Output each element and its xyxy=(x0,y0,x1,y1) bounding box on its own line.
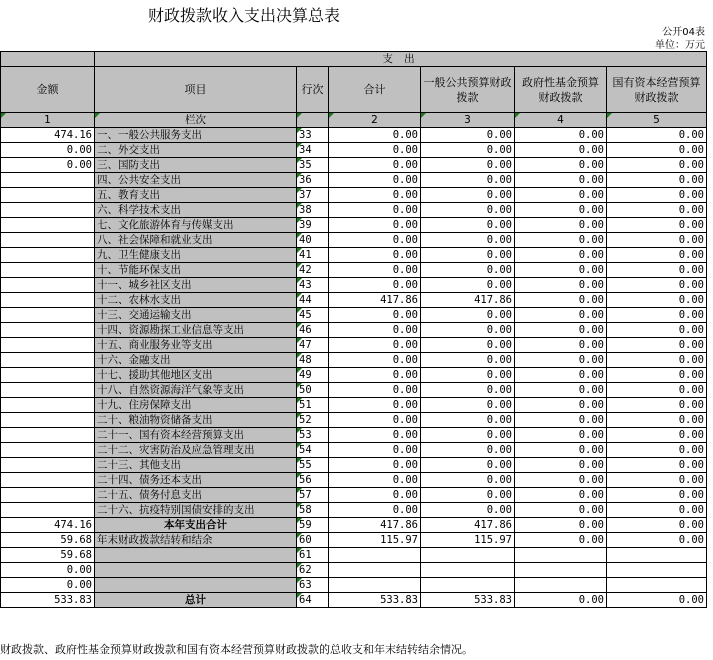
general-budget-cell[interactable] xyxy=(421,578,515,593)
line-no-cell[interactable]: 40 xyxy=(297,233,329,248)
amount-cell[interactable] xyxy=(1,203,95,218)
header-general-budget[interactable]: 一般公共预算财政拨款 xyxy=(421,67,515,113)
item-cell[interactable] xyxy=(95,563,297,578)
item-cell[interactable]: 十六、金融支出 xyxy=(95,353,297,368)
table-row xyxy=(1,488,707,503)
total-cell[interactable]: 0.00 xyxy=(329,128,421,143)
gov-fund-cell[interactable]: 0.00 xyxy=(515,518,607,533)
amount-cell[interactable] xyxy=(1,233,95,248)
gov-fund-cell[interactable]: 0.00 xyxy=(515,143,607,158)
table-row xyxy=(1,293,707,308)
amount-cell[interactable] xyxy=(1,338,95,353)
gov-fund-cell[interactable]: 0.00 xyxy=(515,158,607,173)
state-capital-cell[interactable]: 0.00 xyxy=(607,188,707,203)
gov-fund-cell[interactable]: 0.00 xyxy=(515,188,607,203)
state-capital-cell[interactable]: 0.00 xyxy=(607,143,707,158)
general-budget-cell[interactable]: 0.00 xyxy=(421,323,515,338)
total-cell[interactable]: 115.97 xyxy=(329,533,421,548)
line-no-cell[interactable]: 64 xyxy=(297,593,329,608)
state-capital-cell[interactable]: 0.00 xyxy=(607,458,707,473)
gov-fund-cell[interactable]: 0.00 xyxy=(515,203,607,218)
table-row xyxy=(1,398,707,413)
table-row xyxy=(1,173,707,188)
line-no-cell[interactable]: 42 xyxy=(297,263,329,278)
gov-fund-cell[interactable]: 0.00 xyxy=(515,413,607,428)
item-cell[interactable] xyxy=(95,578,297,593)
footnote: 财政拨款、政府性基金预算财政拨款和国有资本经营预算财政拨款的总收支和年末结转结余情况。 xyxy=(0,643,473,656)
table-row xyxy=(1,218,707,233)
item-cell[interactable]: 二十五、债务付息支出 xyxy=(95,488,297,503)
amount-cell[interactable] xyxy=(1,218,95,233)
item-cell[interactable]: 八、社会保障和就业支出 xyxy=(95,233,297,248)
col-index-capital[interactable]: 5 xyxy=(607,113,707,128)
table-row xyxy=(1,158,707,173)
table-row xyxy=(1,353,707,368)
general-budget-cell[interactable]: 0.00 xyxy=(421,158,515,173)
gov-fund-cell[interactable] xyxy=(515,563,607,578)
gov-fund-cell[interactable]: 0.00 xyxy=(515,278,607,293)
state-capital-cell[interactable] xyxy=(607,578,707,593)
table-row xyxy=(1,458,707,473)
table-row xyxy=(1,428,707,443)
table-row xyxy=(1,368,707,383)
total-cell[interactable]: 0.00 xyxy=(329,353,421,368)
gov-fund-cell[interactable] xyxy=(515,578,607,593)
amount-cell[interactable]: 59.68 xyxy=(1,548,95,563)
state-capital-cell[interactable]: 0.00 xyxy=(607,278,707,293)
general-budget-cell[interactable]: 0.00 xyxy=(421,353,515,368)
general-budget-cell[interactable]: 417.86 xyxy=(421,293,515,308)
amount-cell[interactable] xyxy=(1,293,95,308)
line-no-cell[interactable]: 63 xyxy=(297,578,329,593)
line-no-cell[interactable]: 33 xyxy=(297,128,329,143)
item-cell[interactable]: 总计 xyxy=(95,593,297,608)
amount-cell[interactable] xyxy=(1,188,95,203)
amount-cell[interactable] xyxy=(1,488,95,503)
total-cell[interactable]: 0.00 xyxy=(329,443,421,458)
item-cell[interactable]: 十七、援助其他地区支出 xyxy=(95,368,297,383)
item-cell[interactable]: 一、一般公共服务支出 xyxy=(95,128,297,143)
total-cell[interactable]: 0.00 xyxy=(329,368,421,383)
col-index-item[interactable]: 栏次 xyxy=(95,113,297,128)
line-no-cell[interactable]: 48 xyxy=(297,353,329,368)
total-cell[interactable]: 0.00 xyxy=(329,308,421,323)
total-cell[interactable]: 0.00 xyxy=(329,503,421,518)
general-budget-cell[interactable]: 0.00 xyxy=(421,233,515,248)
table-row xyxy=(1,518,707,533)
header-group-expenditure[interactable]: 支 出 xyxy=(95,52,707,67)
general-budget-cell[interactable]: 0.00 xyxy=(421,368,515,383)
header-total[interactable]: 合计 xyxy=(329,67,421,113)
header-item[interactable]: 项目 xyxy=(95,67,297,113)
item-cell[interactable]: 二十六、抗疫特别国债安排的支出 xyxy=(95,503,297,518)
item-cell[interactable]: 十一、城乡社区支出 xyxy=(95,278,297,293)
amount-cell[interactable]: 474.16 xyxy=(1,128,95,143)
line-no-cell[interactable]: 62 xyxy=(297,563,329,578)
item-cell[interactable]: 四、公共安全支出 xyxy=(95,173,297,188)
state-capital-cell[interactable]: 0.00 xyxy=(607,368,707,383)
state-capital-cell[interactable]: 0.00 xyxy=(607,443,707,458)
line-no-cell[interactable]: 46 xyxy=(297,323,329,338)
total-cell[interactable]: 0.00 xyxy=(329,398,421,413)
line-no-cell[interactable]: 60 xyxy=(297,533,329,548)
general-budget-cell[interactable]: 115.97 xyxy=(421,533,515,548)
amount-cell[interactable] xyxy=(1,353,95,368)
amount-cell[interactable]: 0.00 xyxy=(1,158,95,173)
amount-cell[interactable] xyxy=(1,443,95,458)
table-row xyxy=(1,383,707,398)
col-index-total[interactable]: 2 xyxy=(329,113,421,128)
amount-cell[interactable] xyxy=(1,308,95,323)
state-capital-cell[interactable]: 0.00 xyxy=(607,503,707,518)
line-no-cell[interactable]: 52 xyxy=(297,413,329,428)
state-capital-cell[interactable]: 0.00 xyxy=(607,353,707,368)
total-cell[interactable]: 0.00 xyxy=(329,218,421,233)
state-capital-cell[interactable]: 0.00 xyxy=(607,203,707,218)
state-capital-cell[interactable]: 0.00 xyxy=(607,233,707,248)
item-cell[interactable]: 十、节能环保支出 xyxy=(95,263,297,278)
state-capital-cell[interactable]: 0.00 xyxy=(607,128,707,143)
gov-fund-cell[interactable] xyxy=(515,548,607,563)
general-budget-cell[interactable]: 0.00 xyxy=(421,473,515,488)
line-no-cell[interactable]: 50 xyxy=(297,383,329,398)
line-no-cell[interactable]: 39 xyxy=(297,218,329,233)
amount-cell[interactable] xyxy=(1,278,95,293)
state-capital-cell[interactable]: 0.00 xyxy=(607,158,707,173)
line-no-cell[interactable]: 61 xyxy=(297,548,329,563)
total-cell[interactable]: 0.00 xyxy=(329,203,421,218)
state-capital-cell[interactable]: 0.00 xyxy=(607,428,707,443)
amount-cell[interactable] xyxy=(1,428,95,443)
line-no-cell[interactable]: 34 xyxy=(297,143,329,158)
gov-fund-cell[interactable]: 0.00 xyxy=(515,458,607,473)
amount-cell[interactable]: 0.00 xyxy=(1,578,95,593)
line-no-cell[interactable]: 41 xyxy=(297,248,329,263)
table-row xyxy=(1,473,707,488)
general-budget-cell[interactable]: 0.00 xyxy=(421,248,515,263)
general-budget-cell[interactable]: 417.86 xyxy=(421,518,515,533)
amount-cell[interactable] xyxy=(1,473,95,488)
line-no-cell[interactable]: 45 xyxy=(297,308,329,323)
item-cell[interactable]: 六、科学技术支出 xyxy=(95,203,297,218)
state-capital-cell[interactable]: 0.00 xyxy=(607,323,707,338)
amount-cell[interactable] xyxy=(1,413,95,428)
amount-cell[interactable] xyxy=(1,458,95,473)
table-row xyxy=(1,203,707,218)
line-no-cell[interactable]: 47 xyxy=(297,338,329,353)
general-budget-cell[interactable]: 0.00 xyxy=(421,443,515,458)
line-no-cell[interactable]: 49 xyxy=(297,368,329,383)
gov-fund-cell[interactable]: 0.00 xyxy=(515,473,607,488)
item-cell[interactable]: 十四、资源勘探工业信息等支出 xyxy=(95,323,297,338)
state-capital-cell[interactable]: 0.00 xyxy=(607,383,707,398)
gov-fund-cell[interactable]: 0.00 xyxy=(515,248,607,263)
item-cell[interactable]: 三、国防支出 xyxy=(95,158,297,173)
header-line-no[interactable]: 行次 xyxy=(297,67,329,113)
table-row xyxy=(1,233,707,248)
line-no-cell[interactable]: 57 xyxy=(297,488,329,503)
total-cell[interactable]: 0.00 xyxy=(329,233,421,248)
state-capital-cell[interactable]: 0.00 xyxy=(607,173,707,188)
state-capital-cell[interactable]: 0.00 xyxy=(607,263,707,278)
line-no-cell[interactable]: 37 xyxy=(297,188,329,203)
line-no-cell[interactable]: 36 xyxy=(297,173,329,188)
state-capital-cell[interactable]: 0.00 xyxy=(607,398,707,413)
amount-cell[interactable]: 0.00 xyxy=(1,143,95,158)
table-row xyxy=(1,533,707,548)
amount-cell[interactable] xyxy=(1,398,95,413)
header-amount[interactable]: 金额 xyxy=(1,67,95,113)
table-row xyxy=(1,308,707,323)
item-cell[interactable]: 十八、自然资源海洋气象等支出 xyxy=(95,383,297,398)
total-cell[interactable]: 0.00 xyxy=(329,173,421,188)
col-index-amount[interactable]: 1 xyxy=(1,113,95,128)
general-budget-cell[interactable]: 0.00 xyxy=(421,143,515,158)
spreadsheet-table xyxy=(0,51,707,608)
item-cell[interactable]: 二十四、债务还本支出 xyxy=(95,473,297,488)
report-title: 财政拨款收入支出决算总表 xyxy=(148,6,341,25)
item-cell[interactable] xyxy=(95,548,297,563)
gov-fund-cell[interactable]: 0.00 xyxy=(515,368,607,383)
amount-cell[interactable] xyxy=(1,173,95,188)
table-row xyxy=(1,263,707,278)
amount-cell[interactable] xyxy=(1,248,95,263)
total-cell[interactable]: 0.00 xyxy=(329,458,421,473)
line-no-cell[interactable]: 35 xyxy=(297,158,329,173)
item-cell[interactable]: 二、外交支出 xyxy=(95,143,297,158)
state-capital-cell[interactable]: 0.00 xyxy=(607,473,707,488)
gov-fund-cell[interactable]: 0.00 xyxy=(515,173,607,188)
general-budget-cell[interactable]: 0.00 xyxy=(421,428,515,443)
general-budget-cell[interactable]: 0.00 xyxy=(421,278,515,293)
amount-cell[interactable]: 474.16 xyxy=(1,518,95,533)
line-no-cell[interactable]: 53 xyxy=(297,428,329,443)
total-cell[interactable] xyxy=(329,578,421,593)
item-cell[interactable]: 九、卫生健康支出 xyxy=(95,248,297,263)
gov-fund-cell[interactable]: 0.00 xyxy=(515,488,607,503)
gov-fund-cell[interactable]: 0.00 xyxy=(515,128,607,143)
line-no-cell[interactable]: 58 xyxy=(297,503,329,518)
gov-fund-cell[interactable]: 0.00 xyxy=(515,398,607,413)
item-cell[interactable]: 年末财政拨款结转和结余 xyxy=(95,533,297,548)
amount-cell[interactable] xyxy=(1,383,95,398)
total-cell[interactable]: 0.00 xyxy=(329,143,421,158)
table-row xyxy=(1,338,707,353)
state-capital-cell[interactable]: 0.00 xyxy=(607,413,707,428)
gov-fund-cell[interactable]: 0.00 xyxy=(515,428,607,443)
gov-fund-cell[interactable]: 0.00 xyxy=(515,338,607,353)
general-budget-cell[interactable]: 0.00 xyxy=(421,458,515,473)
total-cell[interactable]: 0.00 xyxy=(329,413,421,428)
general-budget-cell[interactable]: 0.00 xyxy=(421,413,515,428)
gov-fund-cell[interactable]: 0.00 xyxy=(515,218,607,233)
line-no-cell[interactable]: 51 xyxy=(297,398,329,413)
total-cell[interactable] xyxy=(329,548,421,563)
line-no-cell[interactable]: 38 xyxy=(297,203,329,218)
table-row xyxy=(1,443,707,458)
table-row xyxy=(1,278,707,293)
general-budget-cell[interactable] xyxy=(421,548,515,563)
total-cell[interactable]: 0.00 xyxy=(329,323,421,338)
state-capital-cell[interactable]: 0.00 xyxy=(607,518,707,533)
total-cell[interactable]: 533.83 xyxy=(329,593,421,608)
state-capital-cell[interactable]: 0.00 xyxy=(607,593,707,608)
total-cell[interactable]: 0.00 xyxy=(329,278,421,293)
table-code: 公开04表 xyxy=(662,27,705,38)
item-cell[interactable]: 五、教育支出 xyxy=(95,188,297,203)
state-capital-cell[interactable] xyxy=(607,563,707,578)
line-no-cell[interactable]: 56 xyxy=(297,473,329,488)
general-budget-cell[interactable]: 0.00 xyxy=(421,203,515,218)
table-row xyxy=(1,188,707,203)
total-cell[interactable]: 0.00 xyxy=(329,473,421,488)
item-cell[interactable]: 十三、交通运输支出 xyxy=(95,308,297,323)
item-cell[interactable]: 十二、农林水支出 xyxy=(95,293,297,308)
general-budget-cell[interactable]: 0.00 xyxy=(421,308,515,323)
unit-label: 单位：万元 xyxy=(655,40,705,51)
gov-fund-cell[interactable]: 0.00 xyxy=(515,233,607,248)
amount-cell[interactable] xyxy=(1,263,95,278)
item-cell[interactable]: 二十三、其他支出 xyxy=(95,458,297,473)
state-capital-cell[interactable]: 0.00 xyxy=(607,248,707,263)
item-cell[interactable]: 十五、商业服务业等支出 xyxy=(95,338,297,353)
general-budget-cell[interactable]: 0.00 xyxy=(421,383,515,398)
col-index-fund[interactable]: 4 xyxy=(515,113,607,128)
state-capital-cell[interactable] xyxy=(607,548,707,563)
gov-fund-cell[interactable]: 0.00 xyxy=(515,293,607,308)
amount-cell[interactable]: 59.68 xyxy=(1,533,95,548)
amount-cell[interactable]: 533.83 xyxy=(1,593,95,608)
table-row xyxy=(1,248,707,263)
header-state-capital[interactable]: 国有资本经营预算财政拨款 xyxy=(607,67,707,113)
general-budget-cell[interactable] xyxy=(421,563,515,578)
col-index-general[interactable]: 3 xyxy=(421,113,515,128)
state-capital-cell[interactable]: 0.00 xyxy=(607,293,707,308)
amount-cell[interactable]: 0.00 xyxy=(1,563,95,578)
total-cell[interactable]: 0.00 xyxy=(329,158,421,173)
gov-fund-cell[interactable]: 0.00 xyxy=(515,263,607,278)
gov-fund-cell[interactable]: 0.00 xyxy=(515,308,607,323)
total-cell[interactable]: 0.00 xyxy=(329,428,421,443)
item-cell[interactable]: 十九、住房保障支出 xyxy=(95,398,297,413)
state-capital-cell[interactable]: 0.00 xyxy=(607,533,707,548)
table-row xyxy=(1,128,707,143)
item-cell[interactable]: 二十一、国有资本经营预算支出 xyxy=(95,428,297,443)
item-cell[interactable]: 本年支出合计 xyxy=(95,518,297,533)
gov-fund-cell[interactable]: 0.00 xyxy=(515,593,607,608)
state-capital-cell[interactable]: 0.00 xyxy=(607,218,707,233)
gov-fund-cell[interactable]: 0.00 xyxy=(515,383,607,398)
state-capital-cell[interactable]: 0.00 xyxy=(607,488,707,503)
total-cell[interactable]: 417.86 xyxy=(329,293,421,308)
general-budget-cell[interactable]: 0.00 xyxy=(421,338,515,353)
table-row xyxy=(1,563,707,578)
line-no-cell[interactable]: 55 xyxy=(297,458,329,473)
table-row xyxy=(1,578,707,593)
amount-cell[interactable] xyxy=(1,323,95,338)
table-row xyxy=(1,143,707,158)
table-row xyxy=(1,323,707,338)
col-index-line[interactable] xyxy=(297,113,329,128)
table-row xyxy=(1,548,707,563)
gov-fund-cell[interactable]: 0.00 xyxy=(515,443,607,458)
general-budget-cell[interactable]: 0.00 xyxy=(421,503,515,518)
total-cell[interactable] xyxy=(329,563,421,578)
table-row xyxy=(1,503,707,518)
general-budget-cell[interactable]: 0.00 xyxy=(421,218,515,233)
total-cell[interactable]: 0.00 xyxy=(329,488,421,503)
header-blank[interactable] xyxy=(1,52,95,67)
general-budget-cell[interactable]: 0.00 xyxy=(421,263,515,278)
gov-fund-cell[interactable]: 0.00 xyxy=(515,353,607,368)
line-no-cell[interactable]: 54 xyxy=(297,443,329,458)
item-cell[interactable]: 二十、粮油物资储备支出 xyxy=(95,413,297,428)
state-capital-cell[interactable]: 0.00 xyxy=(607,308,707,323)
table-row xyxy=(1,593,707,608)
general-budget-cell[interactable]: 0.00 xyxy=(421,128,515,143)
gov-fund-cell[interactable]: 0.00 xyxy=(515,503,607,518)
item-cell[interactable]: 二十二、灾害防治及应急管理支出 xyxy=(95,443,297,458)
item-cell[interactable]: 七、文化旅游体育与传媒支出 xyxy=(95,218,297,233)
general-budget-cell[interactable]: 0.00 xyxy=(421,173,515,188)
line-no-cell[interactable]: 43 xyxy=(297,278,329,293)
table-row xyxy=(1,413,707,428)
amount-cell[interactable] xyxy=(1,368,95,383)
general-budget-cell[interactable]: 533.83 xyxy=(421,593,515,608)
general-budget-cell[interactable]: 0.00 xyxy=(421,188,515,203)
amount-cell[interactable] xyxy=(1,503,95,518)
total-cell[interactable]: 0.00 xyxy=(329,188,421,203)
state-capital-cell[interactable]: 0.00 xyxy=(607,338,707,353)
general-budget-cell[interactable]: 0.00 xyxy=(421,398,515,413)
total-cell[interactable]: 0.00 xyxy=(329,248,421,263)
general-budget-cell[interactable]: 0.00 xyxy=(421,488,515,503)
total-cell[interactable]: 0.00 xyxy=(329,338,421,353)
gov-fund-cell[interactable]: 0.00 xyxy=(515,533,607,548)
total-cell[interactable]: 0.00 xyxy=(329,383,421,398)
total-cell[interactable]: 417.86 xyxy=(329,518,421,533)
header-gov-fund[interactable]: 政府性基金预算财政拨款 xyxy=(515,67,607,113)
gov-fund-cell[interactable]: 0.00 xyxy=(515,323,607,338)
line-no-cell[interactable]: 59 xyxy=(297,518,329,533)
line-no-cell[interactable]: 44 xyxy=(297,293,329,308)
total-cell[interactable]: 0.00 xyxy=(329,263,421,278)
